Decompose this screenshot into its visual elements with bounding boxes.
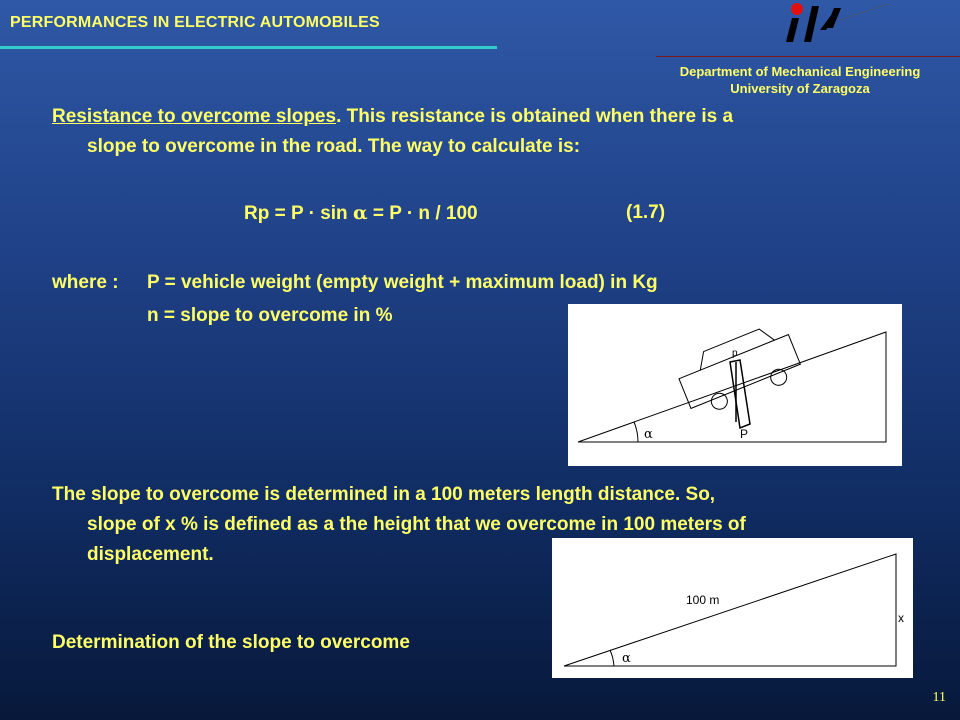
slope-line3: displacement. bbox=[87, 544, 214, 565]
university-name: University of Zaragoza bbox=[730, 81, 870, 96]
page-number: 11 bbox=[932, 690, 946, 705]
dept-rule bbox=[656, 56, 960, 57]
intro-paragraph bbox=[52, 102, 932, 162]
header-title: PERFORMANCES IN ELECTRIC AUTOMOBILES bbox=[10, 14, 380, 31]
header-rule bbox=[0, 46, 497, 49]
formula-alpha: α bbox=[352, 202, 368, 224]
intro-line2: slope to overcome in the road. The way to calculate is: bbox=[87, 136, 581, 157]
fig2-hypotenuse-label: 100 m bbox=[686, 593, 720, 607]
formula-right: = P · n / 100 bbox=[367, 203, 478, 224]
car-outline bbox=[673, 320, 805, 420]
fig1-small-p-label: p bbox=[732, 348, 738, 359]
where-label: where : bbox=[52, 272, 119, 293]
slope-car-figure bbox=[568, 304, 902, 466]
logo-red-dot bbox=[791, 3, 803, 15]
intro-term: Resistance to overcome slopes bbox=[52, 106, 337, 127]
fig1-big-p-label: P bbox=[740, 427, 749, 441]
formula-left: Rp = P · sin bbox=[244, 203, 353, 224]
fig2-height-label: x bbox=[898, 611, 904, 625]
slope-line2: slope of x % is defined as a the height that we overcome in 100 meters of bbox=[87, 514, 746, 535]
formula-number: (1.7) bbox=[626, 202, 666, 223]
determination-heading: Determination of the slope to overcome bbox=[52, 632, 410, 653]
university-logo bbox=[776, 0, 896, 52]
slope-line1: The slope to overcome is determined in a 100 meters length distance. So, bbox=[52, 484, 716, 505]
where-n-definition: n = slope to overcome in % bbox=[147, 305, 393, 326]
department-name: Department of Mechanical Engineering bbox=[679, 64, 921, 79]
where-p-definition: P = vehicle weight (empty weight + maximum load) in Kg bbox=[147, 272, 658, 293]
fig2-alpha-label: α bbox=[622, 651, 631, 666]
intro-rest: . This resistance is obtained when there is a bbox=[336, 106, 734, 127]
department-block bbox=[650, 63, 950, 97]
fig1-alpha-label: α bbox=[644, 427, 653, 442]
formula bbox=[244, 202, 666, 225]
